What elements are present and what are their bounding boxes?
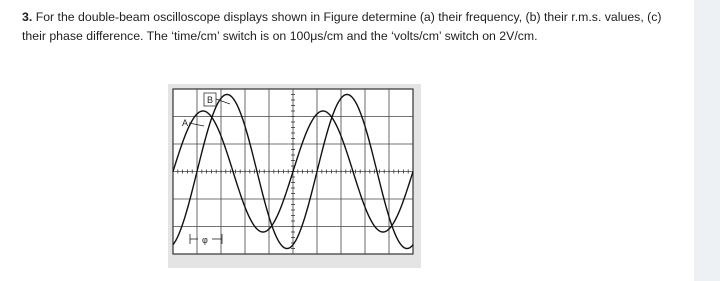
question-text [22, 8, 682, 46]
trace-a-label: A [182, 118, 189, 128]
oscilloscope-figure [168, 84, 421, 268]
phase-label: φ [202, 235, 208, 245]
trace-b-label: B [207, 95, 214, 105]
question-number: 3. [22, 10, 33, 24]
question-body: For the double-beam oscilloscope displays shown in Figure determine (a) their frequency, (b) their r.m.s. values, (c) their phase difference. The ‘time/cm’ switch is on 100μs/cm and the ‘volts/cm’ switch on 2V/cm. [22, 10, 662, 43]
right-scroll-strip [694, 0, 720, 281]
oscilloscope-screen [168, 84, 421, 268]
